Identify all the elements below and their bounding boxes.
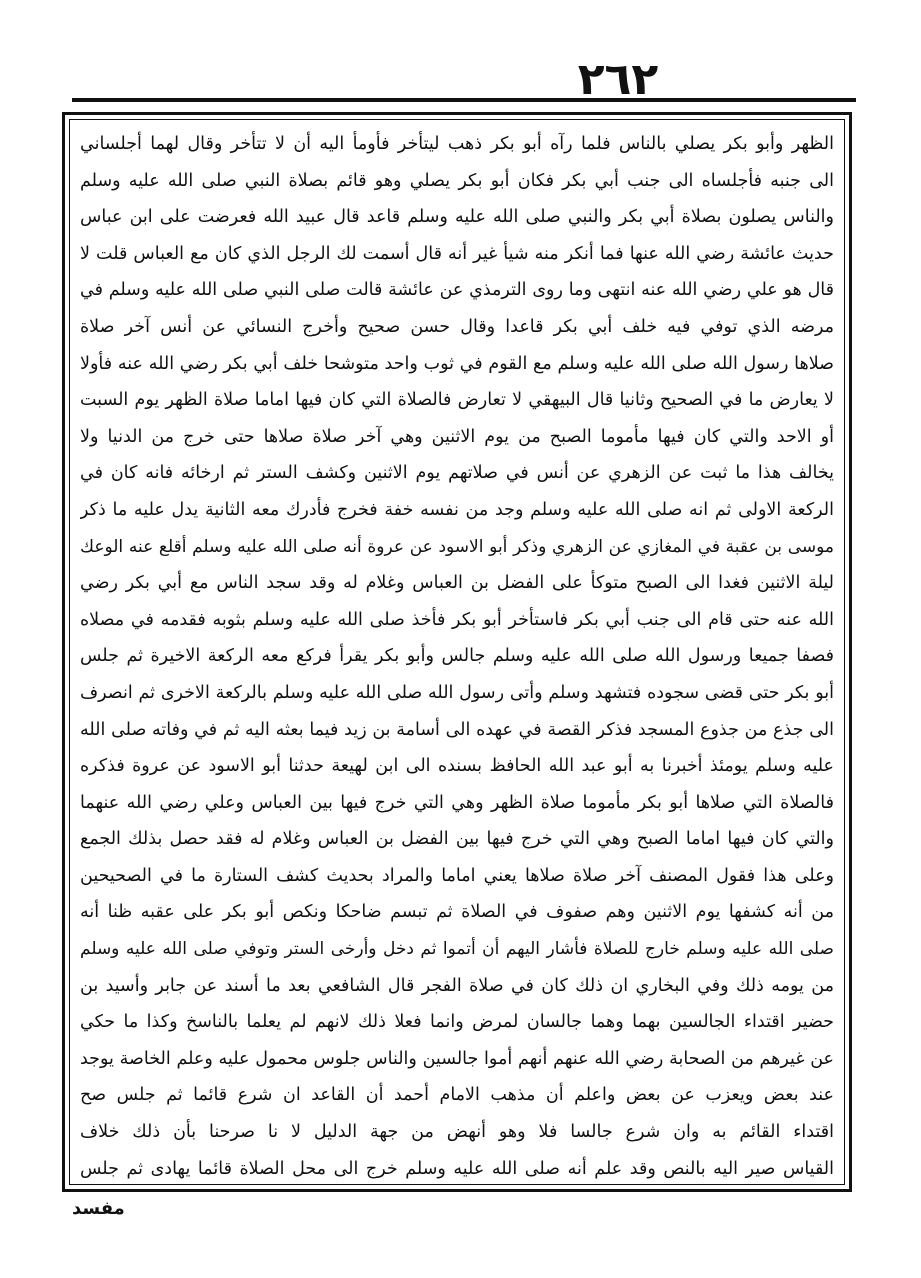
body-text	[80, 126, 834, 1185]
text-line: الركعة الاولى ثم انه صلى الله عليه وسلم وجد من نفسه خفة فخرج فأدرك معه الثانية يدل عليه ما ذكر	[80, 499, 834, 520]
text-line: قال هو علي رضي الله عنه انتهى وما روى الترمذي عن عائشة قالت صلى النبي صلى الله عليه وسلم في	[80, 280, 834, 301]
header-rule	[72, 98, 856, 102]
text-frame-outer	[62, 112, 852, 1192]
text-line: لا يعارض ما في الصحيح وثانيا قال البيهقي لا تعارض فالصلاة التي كان فيها اماما صلاة الظهر يوم السبت	[80, 390, 834, 411]
text-line: الظهر وأبو بكر يصلي بالناس فلما رآه أبو بكر ذهب ليتأخر فأومأ اليه أن لا تتأخر وقال لهما أجلساني	[80, 134, 834, 154]
text-line: الى جنبه فأجلساه الى جنب أبي بكر فكان أبو بكر يصلي وهو قائم بصلاة النبي صلى الله عليه وسلم	[80, 170, 834, 191]
text-line: يخالف هذا ما ثبت عن الزهري عن أنس في صلاتهم يوم الاثنين وكشف الستر ثم ارخائه فانه كان في	[80, 463, 834, 484]
catchword: مفسد	[72, 1198, 125, 1219]
text-line: حضير اقتداء الجالسين بهما وهما جالسان لمرض وانما فعلا ذلك لانهم لم يعلما بالناسخ وكذا ما حكي	[80, 1012, 834, 1033]
text-line: والتي كان فيها اماما الصبح وهي التي خرج فيها بين الفضل بن العباس وغلام له فقد حصل بذلك الجمع	[80, 829, 834, 850]
text-line: الى جذع من جذوع المسجد فذكر القصة في عهده الى أسامة بن زيد فيما بعثه اليه ثم في وفاته صلى الله	[80, 719, 834, 740]
text-line: حديث عائشة رضي الله عنها فما أنكر منه شيأ غير أنه قال أسمت لك الرجل الذي كان مع العباس قلت لا	[80, 243, 834, 264]
text-line: اقتداء القائم به وان شرع جالسا فلا وهو أنهض من جهة الدليل لا نا صرحنا بأن ذلك خلاف	[80, 1122, 834, 1143]
text-line: عند بعض ويعزب عن بعض واعلم أن مذهب الامام أحمد أن القاعد ان شرع قائما ثم جلس صح	[80, 1085, 834, 1106]
text-line: القياس صير اليه بالنص وقد علم أنه صلى الله عليه وسلم خرج الى محل الصلاة قائما يهادى ثم جلس	[80, 1158, 834, 1179]
text-frame-inner	[69, 119, 845, 1185]
text-line: عن غيرهم من الصحابة رضي الله عنهم أنهم أموا جالسين والناس جلوس محمول عليه وعلم الخاصة يوجد	[80, 1048, 834, 1069]
text-line: أبو بكر حتى قضى سجوده فتشهد وسلم وأتى رسول الله صلى الله عليه وسلم بالركعة الاخرى ثم انصرف	[80, 682, 834, 703]
page-number: ٢٦٢	[577, 54, 659, 105]
text-line: والناس يصلون بصلاة أبي بكر والنبي صلى الله عليه وسلم قاعد قال عبيد الله فعرضت على ابن عباس	[80, 207, 834, 228]
text-line: عليه وسلم يومئذ أخبرنا به أبو عبد الله الحافظ بسنده الى ابن لهيعة حدثنا أبو الاسود عن عروة فذكره	[80, 756, 834, 777]
text-line: الله عنه حتى قام الى جنب أبي بكر فاستأخر أبو بكر فأخذ صلى الله عليه وسلم بثوبه فقدمه في مصلاه	[80, 609, 834, 630]
text-line: صلى الله عليه وسلم خارج للصلاة فأشار اليهم أن أتموا ثم دخل وأرخى الستر وتوفي صلى الله عليه وسلم	[80, 939, 834, 960]
text-line: من أنه كشفها يوم الاثنين وهم صفوف في الصلاة ثم تبسم ضاحكا ونكص أبو بكر على عقبه ظنا أنه	[80, 902, 834, 923]
text-line: مرضه الذي توفي فيه خلف أبي بكر قاعدا وقال حسن صحيح وأخرج النسائي عن أنس آخر صلاة	[80, 316, 834, 337]
text-line: أو الاحد والتي كان فيها مأموما الصبح من يوم الاثنين وهي آخر صلاة صلاها حتى خرج من الدنيا ولا	[80, 426, 834, 447]
text-line: موسى بن عقبة في المغازي عن الزهري وذكر أبو الاسود عن عروة أنه صلى الله عليه وسلم أقلع عنه الوعك	[80, 536, 834, 557]
text-line: من يومه ذلك وفي البخاري ان ذلك كان في صلاة الفجر قال الشافعي بعد ما أسند عن جابر وأسيد بن	[80, 975, 834, 996]
text-line: ليلة الاثنين فغدا الى الصبح متوكأ على الفضل بن العباس وغلام له وقد سجد الناس مع أبي بكر رضي	[80, 573, 834, 594]
text-line: فصفا جميعا ورسول الله صلى الله عليه وسلم جالس وأبو بكر يقرأ فركع معه الركعة الاخيرة ثم جلس	[80, 646, 834, 667]
text-line: وعلى هذا فقول المصنف آخر صلاة صلاها يعني اماما والمراد بحديث كشف الستارة ما في الصحيحين	[80, 865, 834, 886]
text-line: صلاها رسول الله صلى الله عليه وسلم مع القوم في ثوب واحد متوشحا خلف أبي بكر رضي الله عنه فأولا	[80, 353, 834, 374]
text-line: فالصلاة التي صلاها أبو بكر مأموما صلاة الظهر وهي التي خرج فيها بين العباس وعلي رضي الله عنهما	[80, 792, 834, 813]
